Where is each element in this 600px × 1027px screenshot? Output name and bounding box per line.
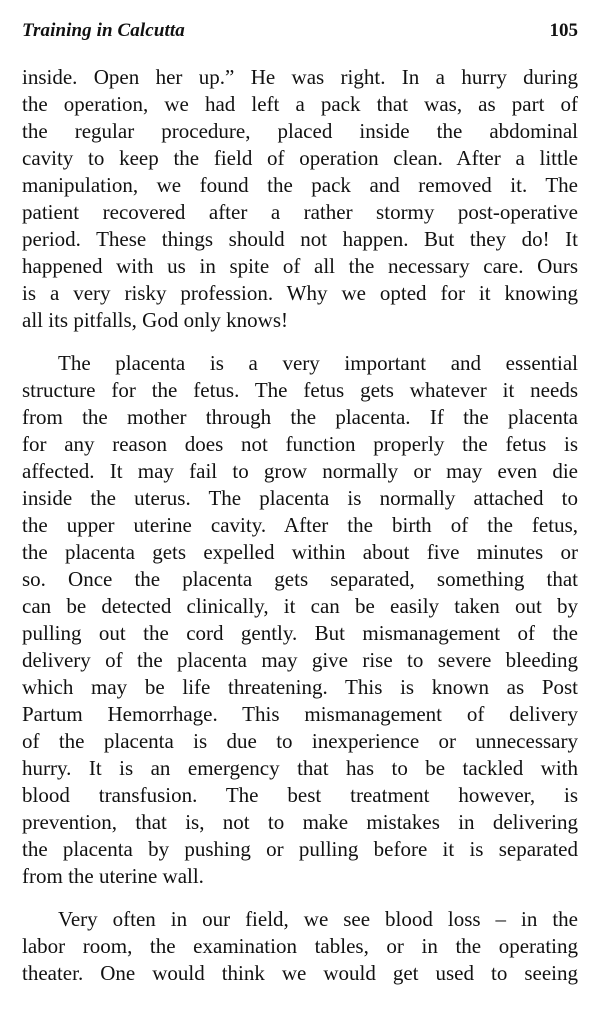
- text-line: structure for the fetus. The fetus gets whatever it needs: [22, 378, 578, 402]
- body-text: [22, 64, 578, 1003]
- text-line: is a very risky profession. Why we opted for it knowing: [22, 281, 578, 305]
- running-title: Training in Calcutta: [22, 20, 185, 41]
- text-line: happened with us in spite of all the necessary care. Ours: [22, 254, 578, 278]
- paragraph-3: [22, 906, 578, 987]
- text-line: cavity to keep the field of operation clean. After a little: [22, 146, 578, 170]
- text-line: Very often in our field, we see blood loss – in the: [58, 907, 578, 931]
- text-line: for any reason does not function properly the fetus is: [22, 432, 578, 456]
- text-line: Partum Hemorrhage. This mismanagement of delivery: [22, 702, 578, 726]
- text-line: The placenta is a very important and essential: [58, 351, 578, 375]
- text-line: inside. Open her up.” He was right. In a hurry during: [22, 65, 578, 89]
- text-line: can be detected clinically, it can be easily taken out by: [22, 594, 578, 618]
- text-line: all its pitfalls, God only knows!: [22, 308, 288, 332]
- text-line: blood transfusion. The best treatment however, is: [22, 783, 578, 807]
- running-header: [22, 20, 578, 46]
- text-line: theater. One would think we would get used to seeing: [22, 961, 578, 985]
- text-line: so. Once the placenta gets separated, something that: [22, 567, 578, 591]
- text-line: labor room, the examination tables, or in the operating: [22, 934, 578, 958]
- text-line: patient recovered after a rather stormy post-operative: [22, 200, 578, 224]
- text-line: affected. It may fail to grow normally or may even die: [22, 459, 578, 483]
- text-line: which may be life threatening. This is known as Post: [22, 675, 578, 699]
- text-line: the placenta by pushing or pulling before it is separated: [22, 837, 578, 861]
- text-line: period. These things should not happen. But they do! It: [22, 227, 578, 251]
- text-line: the upper uterine cavity. After the birth of the fetus,: [22, 513, 578, 537]
- text-line: the placenta gets expelled within about five minutes or: [22, 540, 578, 564]
- text-line: manipulation, we found the pack and removed it. The: [22, 173, 578, 197]
- text-line: inside the uterus. The placenta is normally attached to: [22, 486, 578, 510]
- text-line: from the mother through the placenta. If the placenta: [22, 405, 578, 429]
- text-line: prevention, that is, not to make mistakes in delivering: [22, 810, 578, 834]
- text-line: hurry. It is an emergency that has to be tackled with: [22, 756, 578, 780]
- paragraph-1: [22, 64, 578, 334]
- text-line: from the uterine wall.: [22, 864, 204, 888]
- text-line: the regular procedure, placed inside the abdominal: [22, 119, 578, 143]
- text-line: pulling out the cord gently. But mismanagement of the: [22, 621, 578, 645]
- text-line: of the placenta is due to inexperience or unnecessary: [22, 729, 578, 753]
- page-number: 105: [549, 20, 578, 41]
- text-line: delivery of the placenta may give rise to severe bleeding: [22, 648, 578, 672]
- text-line: the operation, we had left a pack that was, as part of: [22, 92, 578, 116]
- paragraph-2: [22, 350, 578, 890]
